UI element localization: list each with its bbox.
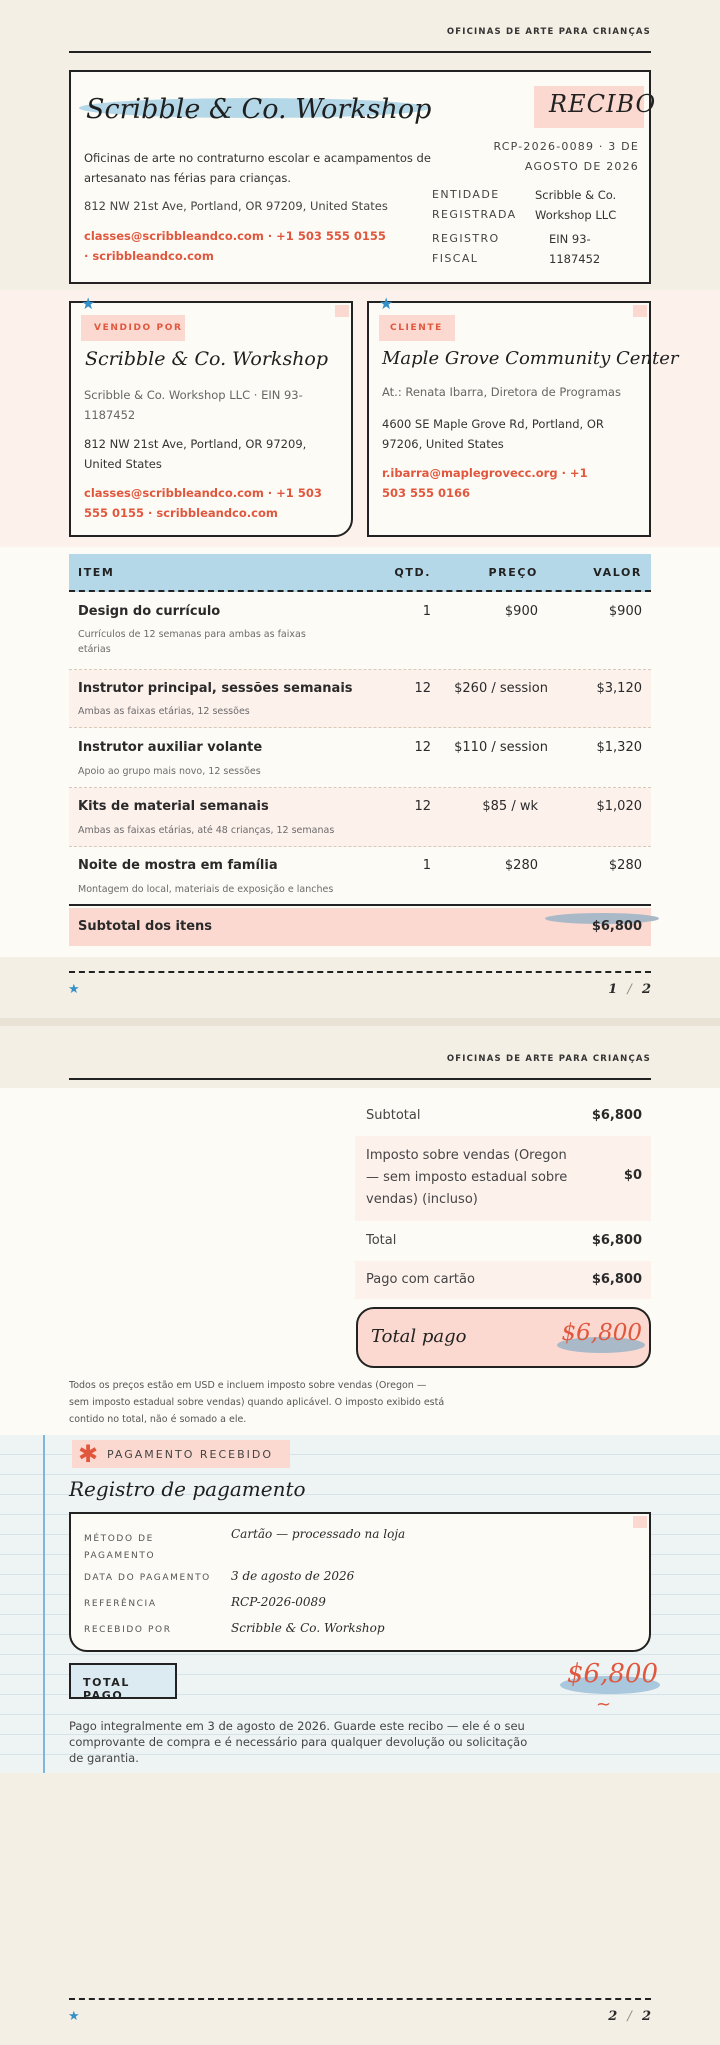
total-paid-value: $6,800 bbox=[561, 1320, 642, 1346]
item-price: $260 / session bbox=[454, 681, 548, 696]
header-tagline: OFICINAS DE ARTE PARA CRIANÇAS bbox=[446, 27, 651, 37]
item-name: Design do currículo bbox=[78, 604, 221, 619]
star-icon: ★ bbox=[379, 294, 394, 313]
page-separator: / bbox=[627, 982, 632, 997]
method-value: Cartão — processado na loja bbox=[231, 1527, 406, 1541]
item-name: Instrutor auxiliar volante bbox=[78, 740, 263, 755]
item-desc: Ambas as faixas etárias, até 48 crianças, 12 semanas bbox=[78, 825, 335, 836]
totals-card-label: Pago com cartão bbox=[366, 1272, 475, 1287]
footer-rule bbox=[69, 1998, 651, 2000]
col-qty: QTD. bbox=[394, 566, 431, 579]
subtotal-row bbox=[69, 908, 651, 946]
item-qty: 1 bbox=[422, 604, 431, 619]
total-paid-badge bbox=[69, 1663, 177, 1702]
by-value: Scribble & Co. Workshop bbox=[231, 1621, 385, 1635]
table-row bbox=[69, 670, 651, 728]
seller-legal: Scribble & Co. Workshop LLC · EIN 93-1187452 bbox=[84, 388, 303, 422]
item-price: $280 bbox=[504, 858, 538, 873]
col-price: PREÇO bbox=[488, 566, 538, 579]
client-contact: r.ibarra@maplegrovecc.org · +1 503 555 0166 bbox=[382, 466, 588, 500]
total-paid-label: Total pago bbox=[371, 1326, 467, 1347]
page-number bbox=[608, 2009, 651, 2024]
payment-tag: PAGAMENTO RECEBIDO bbox=[107, 1448, 273, 1461]
item-qty: 12 bbox=[414, 681, 431, 696]
seller-contact: classes@scribbleandco.com · +1 503 555 0155 · scribbleandco.com bbox=[84, 486, 322, 520]
item-value: $3,120 bbox=[596, 681, 642, 696]
item-name: Kits de material semanais bbox=[78, 799, 269, 814]
entity-value: Scribble & Co. Workshop LLC bbox=[535, 188, 617, 222]
item-desc: Apoio ao grupo mais novo, 12 sessões bbox=[78, 766, 261, 777]
col-value: VALOR bbox=[593, 566, 642, 579]
item-qty: 12 bbox=[414, 799, 431, 814]
by-label: RECEBIDO POR bbox=[84, 1625, 172, 1635]
company-description: Oficinas de arte no contraturno escolar e acampamentos de artesanato nas férias para crianças. bbox=[84, 151, 431, 185]
date-value: 3 de agosto de 2026 bbox=[231, 1569, 355, 1583]
header-tagline: OFICINAS DE ARTE PARA CRIANÇAS bbox=[446, 1054, 651, 1064]
star-icon: ★ bbox=[68, 982, 80, 997]
company-card bbox=[69, 70, 657, 284]
company-contact: classes@scribbleandco.com · +1 503 555 0155 · scribbleandco.com bbox=[84, 229, 386, 263]
ref-label: REFERÊNCIA bbox=[84, 1599, 157, 1609]
table-row bbox=[69, 847, 651, 906]
item-value: $1,020 bbox=[596, 799, 642, 814]
item-value: $1,320 bbox=[596, 740, 642, 755]
totals-subtotal-value: $6,800 bbox=[591, 1108, 642, 1123]
item-price: $900 bbox=[504, 604, 538, 619]
company-address: 812 NW 21st Ave, Portland, OR 97209, United States bbox=[84, 199, 388, 213]
header-rule bbox=[69, 1078, 651, 1080]
item-desc: Ambas as faixas etárias, 12 sessões bbox=[78, 706, 250, 717]
table-row bbox=[69, 728, 651, 788]
tax-value: EIN 93-1187452 bbox=[549, 232, 601, 266]
method-label: MÉTODO DE PAGAMENTO bbox=[84, 1534, 156, 1561]
header-rule bbox=[69, 51, 651, 53]
payment-title: Registro de pagamento bbox=[69, 1477, 306, 1501]
squiggle: ~ bbox=[596, 1694, 612, 1715]
footer-rule bbox=[69, 971, 651, 973]
totals-card-value: $6,800 bbox=[591, 1272, 642, 1287]
ref-value: RCP-2026-0089 bbox=[231, 1595, 326, 1609]
receipt-number-date: RCP-2026-0089 · 3 DE AGOSTO DE 2026 bbox=[493, 140, 639, 173]
company-name: Scribble & Co. Workshop bbox=[86, 94, 432, 125]
client-address: 4600 SE Maple Grove Rd, Portland, OR 97206, United States bbox=[382, 417, 604, 451]
item-value: $280 bbox=[608, 858, 642, 873]
totals-tax-value: $0 bbox=[623, 1168, 642, 1183]
total-paid-badge-label: TOTAL PAGO bbox=[83, 1676, 131, 1702]
subtotal-value: $6,800 bbox=[591, 919, 642, 934]
client-card bbox=[367, 294, 679, 537]
page-current: 1 bbox=[608, 982, 618, 997]
margin-line bbox=[43, 1435, 45, 1773]
date-label: DATA DO PAGAMENTO bbox=[84, 1573, 211, 1583]
tax-label: REGISTRO FISCAL bbox=[432, 232, 500, 265]
col-item: ITEM bbox=[78, 566, 115, 579]
entity-label: ENTIDADE REGISTRADA bbox=[432, 188, 517, 221]
page-total: 2 bbox=[641, 982, 651, 997]
subtotal-label: Subtotal dos itens bbox=[78, 919, 213, 934]
item-desc: Currículos de 12 semanas para ambas as faixas etárias bbox=[78, 629, 306, 655]
corner-tape bbox=[633, 305, 647, 317]
item-name: Noite de mostra em família bbox=[78, 858, 278, 873]
seller-card bbox=[69, 294, 353, 537]
seller-name: Scribble & Co. Workshop bbox=[85, 348, 329, 370]
item-value: $900 bbox=[608, 604, 642, 619]
payment-footer: Pago integralmente em 3 de agosto de 2026. Guarde este recibo — ele é o seu comprovante de compra e é necessário para qualquer devolução ou solicitação de garantia. bbox=[69, 1719, 528, 1765]
client-name: Maple Grove Community Center bbox=[382, 348, 679, 369]
page-current: 2 bbox=[608, 2009, 618, 2024]
client-attn: At.: Renata Ibarra, Diretora de Programas bbox=[382, 385, 621, 399]
total-paid-stamp: $6,800 bbox=[567, 1659, 658, 1689]
table-header bbox=[69, 554, 651, 592]
totals-tax-label: Imposto sobre vendas (Oregon — sem imposto estadual sobre vendas) (incluso) bbox=[366, 1148, 568, 1207]
seller-tag: VENDIDO POR bbox=[94, 323, 183, 333]
table-row bbox=[69, 788, 651, 847]
total-paid-box bbox=[356, 1307, 651, 1368]
totals-total-label: Total bbox=[366, 1233, 397, 1248]
seller-address: 812 NW 21st Ave, Portland, OR 97209, United States bbox=[84, 437, 307, 471]
corner-tape bbox=[633, 1516, 647, 1528]
page-gap bbox=[0, 1018, 720, 1026]
star-icon: ★ bbox=[81, 294, 96, 313]
client-tag: CLIENTE bbox=[390, 323, 443, 333]
item-desc: Montagem do local, materiais de exposição e lanches bbox=[78, 884, 334, 895]
star-icon: ★ bbox=[68, 2009, 80, 2024]
totals-subtotal-row bbox=[355, 1096, 651, 1136]
asterisk-icon: ✱ bbox=[78, 1440, 99, 1468]
totals-subtotal-label: Subtotal bbox=[366, 1108, 421, 1123]
item-qty: 1 bbox=[422, 858, 431, 873]
page-total: 2 bbox=[641, 2009, 651, 2024]
payment-card bbox=[69, 1512, 651, 1652]
totals-total-row bbox=[355, 1221, 651, 1261]
tax-note: Todos os preços estão em USD e incluem imposto sobre vendas (Oregon — sem imposto estadual sobre vendas) quando aplicável. O imposto exibido está contido no total, não é somado a ele. bbox=[69, 1380, 445, 1425]
table-row bbox=[69, 594, 651, 670]
corner-tape bbox=[335, 305, 349, 317]
item-price: $85 / wk bbox=[482, 799, 538, 814]
totals-total-value: $6,800 bbox=[591, 1233, 642, 1248]
page-separator: / bbox=[627, 2009, 632, 2024]
item-name: Instrutor principal, sessões semanais bbox=[78, 681, 353, 696]
receipt-label: RECIBO bbox=[549, 90, 657, 118]
item-qty: 12 bbox=[414, 740, 431, 755]
totals-tax-row bbox=[355, 1136, 651, 1221]
item-price: $110 / session bbox=[454, 740, 548, 755]
page-number bbox=[608, 982, 651, 997]
totals-card-row bbox=[355, 1261, 651, 1299]
